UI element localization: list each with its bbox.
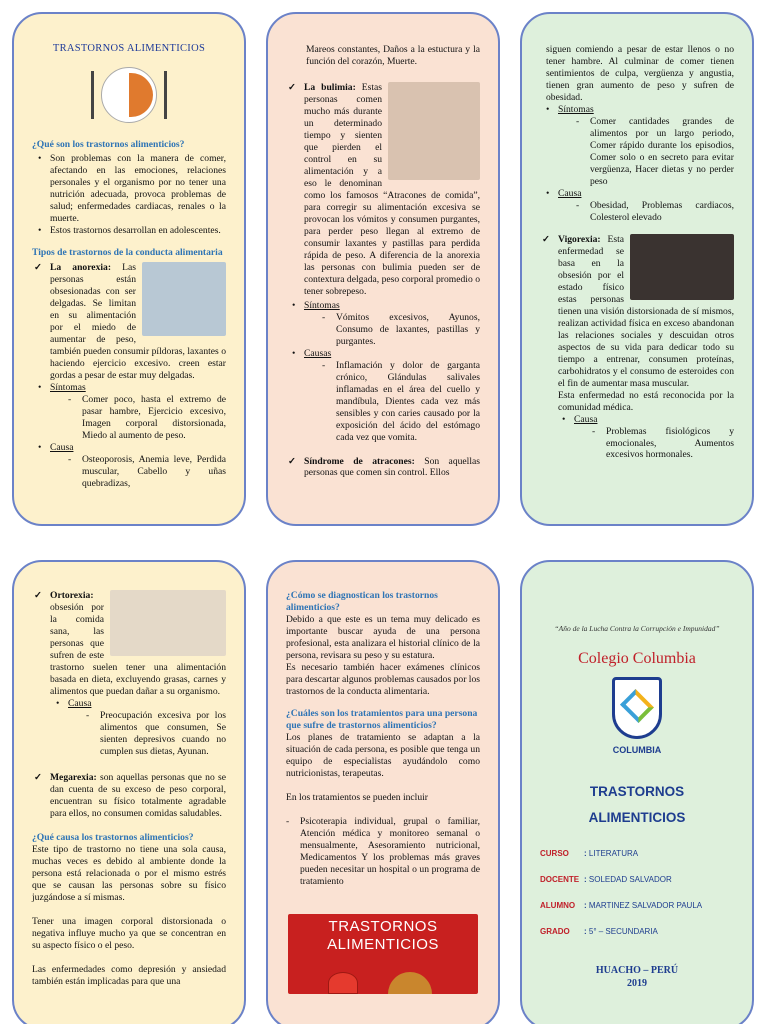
vigorexia-text: Esta enfermedad se basa en la obsesión por el estado físico estas personas tienen una visión distorsionada de sí mismos, realizan actividad física en exceso abandonan las relaciones sociales y descuidan otros aspectos de su vida para dedicar todo su tiempo a entrenar, consumen proteínas, carbohidratos y el consumo de esteroides con el fin de aumentar masa muscular. — [558, 233, 734, 389]
burger-icon — [388, 972, 432, 994]
anorexia-text: Las personas están obsesionadas con ser delgadas. Se limitan en su alimentación por el miedo de aumentar de peso, también pueden consumir píldoras, laxantes o haciendo ejercicio excesivo. creen estar gordas a pesar de estar muy delgadas. — [50, 261, 226, 381]
motto: “Año de la Lucha Contra la Corrupción e Impunidad” — [554, 624, 720, 633]
apple-icon — [328, 972, 358, 994]
causas-label: Causas — [304, 347, 332, 359]
list-item: - Comer cantidades grandes de alimentos por un largo periodo, Comer rápido durante los episodios, Comer solo o en secreto para evitar vergüenza, Hacer dietas y no perder peso — [576, 116, 734, 188]
poster-title: TRASTORNOS ALIMENTICIOS — [327, 917, 439, 953]
year: 2019 — [627, 977, 647, 989]
ortorexia-name: Ortorexia: — [50, 590, 94, 601]
causa-label: Causa — [50, 441, 74, 453]
paragraph: Debido a que este es un tema muy delicado es importante buscar ayuda de una persona profesional, esta analizara el historial clínico de la persona, revisara su peso y su estatura. — [286, 613, 480, 661]
question-heading: ¿Qué son los trastornos alimenticios? — [32, 139, 185, 151]
paragraph: Este tipo de trastorno no tiene una sola causa, muchas veces es debido al ambiente donde la persona está relacionada o por el mismo estrés que se causan las personas sobre su físico juzgándose a sí mismas. — [32, 843, 226, 903]
school-logo — [606, 677, 668, 765]
causa-label: Causa — [68, 697, 92, 709]
logo-text: COLUMBIA — [612, 745, 662, 756]
paragraph: Tener una imagen corporal distorsionada o negativa influye mucho ya que se concentran en su aspecto físico o el peso. — [32, 915, 226, 951]
list-item: • Estos trastornos desarrollan en adolescentes. — [38, 225, 226, 237]
paragraph: En los tratamientos se pueden incluir — [286, 791, 429, 803]
panel-4 — [12, 560, 246, 1024]
field-row: DOCENTE : SOLEDAD SALVADOR — [540, 875, 734, 885]
school-name: Colegio Columbia — [578, 650, 696, 668]
ortorexia-image — [110, 590, 226, 656]
ortorexia-section — [32, 590, 226, 698]
megarexia-text: son aquellas personas que no se dan cuenta de su exceso de peso corporal, encuentran su físico totalmente agradable para ellos, no consumen comidas saludables. — [50, 771, 226, 819]
definition-list — [38, 153, 226, 237]
sintomas-label: Síntomas — [304, 299, 340, 311]
field-row: ALUMNO : MARTINEZ SALVADOR PAULA — [540, 901, 734, 911]
panel-cover — [520, 560, 754, 1024]
section-heading: Tipos de trastornos de la conducta alimentaria — [32, 247, 223, 258]
field-row: GRADO : 5° – SECUNDARIA — [540, 927, 734, 937]
question-heading: ¿Cuáles son los tratamientos para una persona que sufre de trastornos alimenticios? — [286, 707, 478, 731]
vigorexia-section — [540, 234, 734, 414]
knife-icon — [164, 71, 167, 119]
intro-text: Mareos constantes, Daños a la estuctura y la función del corazón, Muerte. — [306, 44, 480, 67]
anorexia-name: La anorexia: — [50, 261, 112, 273]
vigorexia-name: Vigorexia: — [558, 233, 601, 245]
paragraph: Los planes de tratamiento se adaptan a la situación de cada persona, es posible que tenga un equipo de especialistas ayudándolo como nutricionistas, terapeutas. — [286, 731, 480, 779]
intro-text: siguen comiendo a pesar de estar llenos o no tener hambre. Al culminar de comer tienen sentimientos de culpa, vergüenza y angustia, tienen gran aumento de peso y sufren de obesidad. — [546, 44, 734, 103]
causa-label: Causa — [574, 413, 598, 425]
plate-image — [87, 61, 171, 129]
cover-title: TRASTORNOS ALIMENTICIOS — [588, 784, 686, 826]
list-item: • Son problemas con la manera de comer, afectando en las emociones, relaciones personales y el organismo por no tener una nutrición adecuada, provoca problemas de salud; enfermedades cardiacas, renales o la muerte. — [38, 153, 226, 225]
sintomas-label: Síntomas — [558, 103, 594, 115]
list-item: - Inflamación y dolor de garganta crónico, Glándulas salivales inflamadas en el área del cuello y mandíbula, Dientes cada vez más sensibles y con caries causado por la exposición del ácido del estómago cada vez que vomita. — [322, 360, 480, 444]
megarexia-name: Megarexia: — [50, 771, 97, 783]
panel-2 — [266, 12, 500, 526]
panel-1 — [12, 12, 246, 526]
megarexia-section — [32, 772, 226, 820]
list-item: - Osteoporosis, Anemia leve, Perdida muscular, Cabello y uñas quebradizas, — [68, 454, 226, 490]
bulimia-section — [286, 82, 480, 298]
bulimia-name: La bulimia: — [304, 81, 356, 93]
sindrome-text: Son aquellas personas que comen sin control. Ellos — [304, 455, 480, 479]
place: HUACHO – PERÚ — [595, 965, 679, 977]
paragraph: Las enfermedades como depresión y ansiedad también están implicadas para que una — [32, 963, 226, 987]
question-heading: ¿Qué causa los trastornos alimenticios? — [32, 831, 194, 843]
vigorexia-note: Esta enfermedad no está reconocida por la comunidad médica. — [558, 389, 734, 413]
list-item: - Obesidad, Problemas cardiacos, Colesterol elevado — [576, 200, 734, 224]
vigorexia-image — [630, 234, 734, 300]
brochure-title: TRASTORNOS ALIMENTICIOS — [52, 43, 206, 54]
list-item: - Psicoterapia individual, grupal o familiar, Atención médica y monitoreo semanal o mensualmente, Asesoramiento nutricional, Medicamentos Y los problemas más graves pueden necesitar un hospital o un programa de tratamiento — [286, 816, 480, 888]
field-row: CURSO : LITERATURA — [540, 849, 734, 859]
bulimia-text: Estas personas comen mucho más durante un determinado tiempo y sienten que pierden el control en su alimentación y a eso le denominan como los famosos “Atracones de comida”, para corregir su alimentación excesiva se provocan los vómitos y consumen purgantes, para perder peso llegan al extremo de consumir laxantes y pastillas para perdida rápida de peso. A diferencia de la anorexia las personas con bulimia pueden ser de contextura delgada, peso corporal promedio o tener sobrepeso. — [304, 81, 480, 297]
poster-image — [288, 914, 478, 994]
anorexia-image — [142, 262, 226, 336]
sindrome-section — [286, 456, 480, 480]
list-item: - Problemas fisiológicos y emocionales, Aumentos excesivos hormonales. — [592, 426, 734, 462]
list-item: - Preocupación excesiva por los alimentos que consumen, Se sienten depresivos cuando no cumplen sus dietas, Ayunan. — [86, 710, 226, 758]
causa-label: Causa — [558, 187, 582, 199]
anorexia-section — [32, 262, 226, 382]
list-item: - Vómitos excesivos, Ayunos, Consumo de laxantes, pastillas y purgantes. — [322, 312, 480, 348]
panel-3 — [520, 12, 754, 526]
fork-icon — [91, 71, 94, 119]
ortorexia-text: obsesión por la comida sana, las personas que sufren de este trastorno suelen tener una alimentación basada en dieta, excluyendo grasas, carnes y alimentos que puedan dañar a su organismo. — [50, 601, 226, 697]
sindrome-name: Síndrome de atracones: — [304, 455, 415, 467]
question-heading: ¿Cómo se diagnostican los trastornos alimenticios? — [286, 590, 438, 613]
sintomas-label: Síntomas — [50, 381, 86, 393]
panel-5 — [266, 560, 500, 1024]
list-item: - Comer poco, hasta el extremo de pasar hambre, Ejercicio excesivo, Imagen corporal distorsionada, Miedo al aumento de peso. — [68, 394, 226, 442]
bulimia-image — [388, 82, 480, 180]
paragraph: Es necesario también hacer exámenes clínicos para descartar algunos problemas causados por los trastornos de la conducta alimentaria. — [286, 661, 480, 697]
